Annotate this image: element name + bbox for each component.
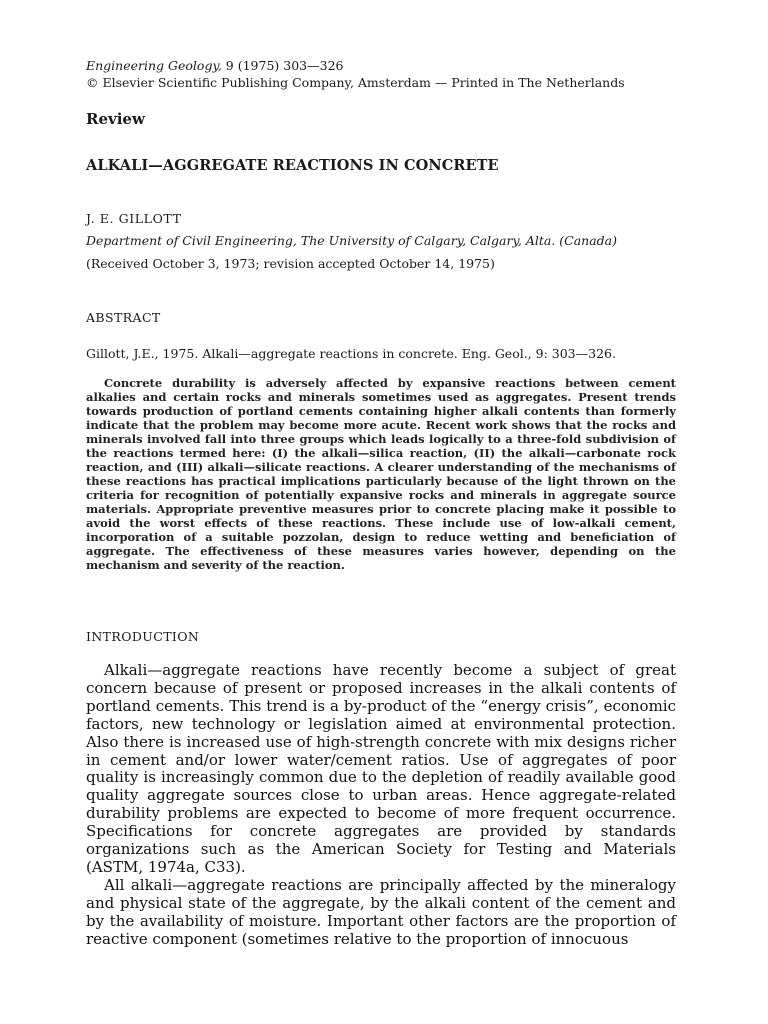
introduction-paragraph-1: Alkali—aggregate reactions have recently become a subject of great concern because of present or proposed increases in the alkali contents of portland cements. This trend is a by-product of the “energy crisis”, economic factors, new technology or legislation aimed at environmental protection. Also there is increased use of high-strength concrete with mix designs richer in cement and/or lower water/cement ratios. Use of aggregates of poor quality is increasingly common due to the depletion of readily available good quality aggregate sources close to urban areas. Hence aggregate-related durability problems are expected to become of more frequent occurrence. Specifications for concrete aggregates are provided by standards organizations such as the American Society for Testing and Materials (ASTM, 1974a, C33). [86,661,676,876]
author-affiliation: Department of Civil Engineering, The University of Calgary, Calgary, Alta. (Canada) [86,233,618,248]
abstract-citation: Gillott, J.E., 1975. Alkali—aggregate reactions in concrete. Eng. Geol., 9: 303—326. [86,346,616,361]
journal-reference [86,58,343,74]
article-type-label: Review [86,110,145,128]
abstract-paragraph: Concrete durability is adversely affected by expansive reactions between cement alkalies and certain rocks and minerals sometimes used as aggregates. Present trends towards production of portland cements containing higher alkali contents than formerly indicate that the problem may become more acute. Recent work shows that the rocks and minerals involved fall into three groups which leads logically to a three-fold subdivision of the reactions termed here: (I) the alkali—silica reaction, (II) the alkali—carbonate rock reaction, and (III) alkali—silicate reactions. A clearer understanding of the mechanisms of these reactions has practical implications particularly because of the light thrown on the criteria for recognition of potentially expansive rocks and minerals in aggregate source materials. Appropriate preventive measures prior to concrete placing make it possible to avoid the worst effects of these reactions. These include use of low-alkali cement, incorporation of a suitable pozzolan, design to reduce wetting and beneficiation of aggregate. The effectiveness of these measures varies however, depending on the mechanism and severity of the reaction. [86,376,676,572]
journal-volume-pages: 9 (1975) 303—326 [221,58,344,73]
abstract-body [86,376,676,572]
publisher-line: © Elsevier Scientific Publishing Company, Amsterdam — Printed in The Netherlands [86,75,625,90]
introduction-body [86,662,676,949]
introduction-paragraph-2: All alkali—aggregate reactions are principally affected by the mineralogy and physical state of the aggregate, by the alkali content of the cement and by the availability of moisture. Important other factors are the proportion of reactive component (sometimes relative to the proportion of innocuous [86,875,676,948]
article-title: ALKALI—AGGREGATE REACTIONS IN CONCRETE [86,157,499,174]
journal-name: Engineering Geology, [86,58,222,73]
received-dates: (Received October 3, 1973; revision accepted October 14, 1975) [86,256,495,271]
abstract-heading: ABSTRACT [86,310,161,325]
author-name: J. E. GILLOTT [86,211,182,226]
introduction-heading: INTRODUCTION [86,629,200,644]
